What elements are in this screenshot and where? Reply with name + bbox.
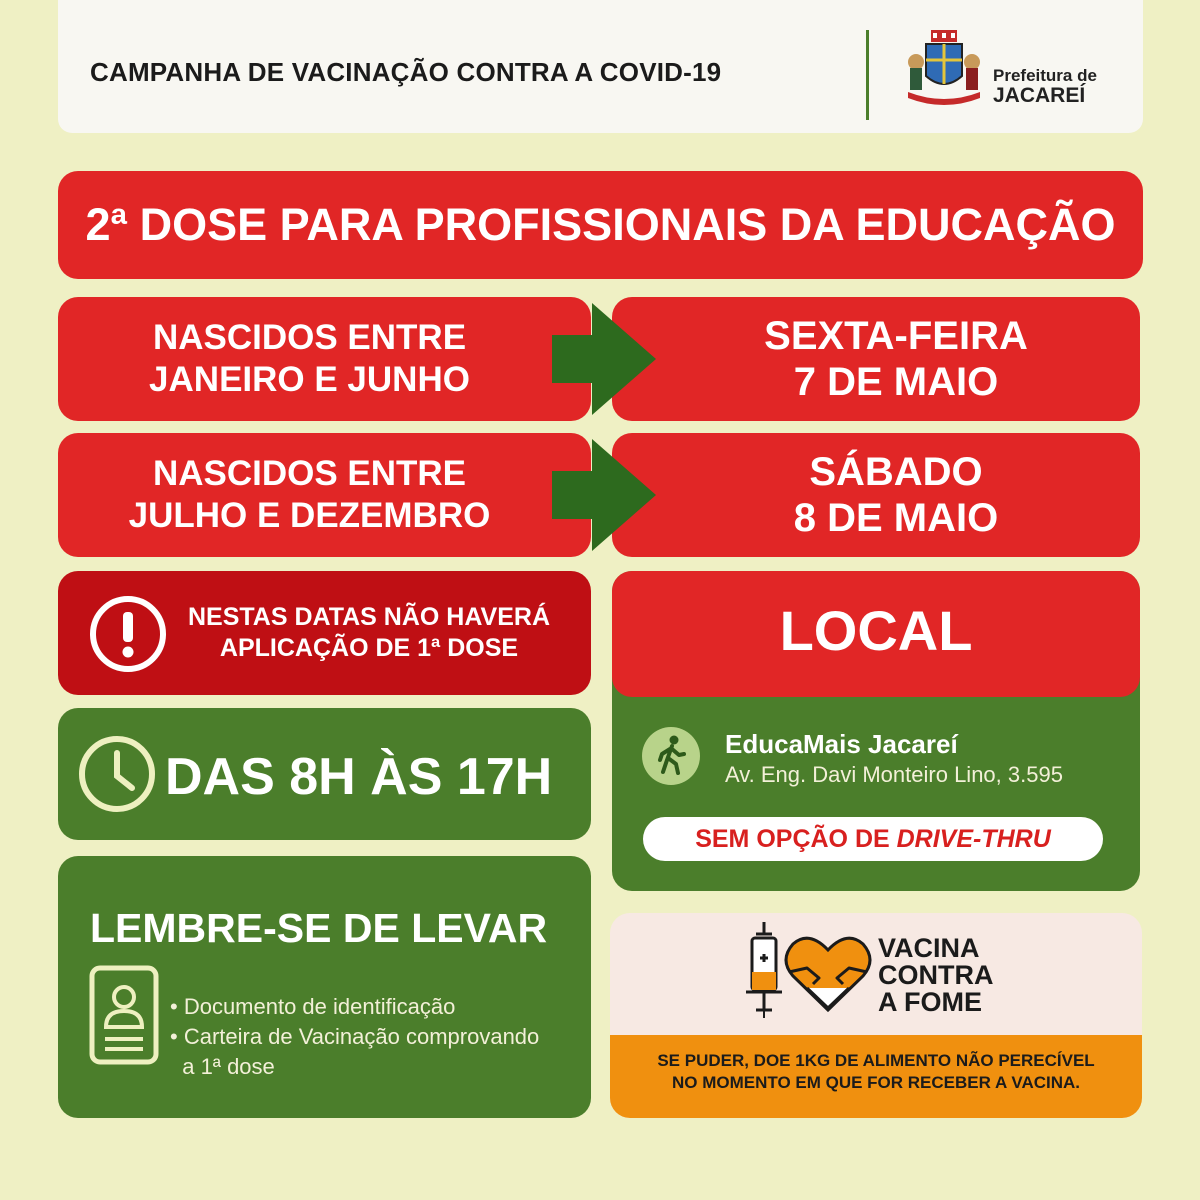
remember-list — [170, 992, 580, 1082]
list-item: a 1ª dose — [170, 1054, 275, 1079]
fome-title: VACINA CONTRA A FOME — [878, 933, 994, 1017]
warning-text: NESTAS DATAS NÃO HAVERÁ APLICAÇÃO DE 1ª DOSE — [187, 603, 551, 662]
heart-hands-icon — [783, 928, 873, 1018]
exclamation-icon — [88, 594, 168, 674]
no-drive-thru-badge — [643, 817, 1103, 861]
local-title: LOCAL — [779, 599, 973, 662]
logo-text-city: JACAREÍ — [993, 84, 1086, 107]
remember-title: LEMBRE-SE DE LEVAR — [90, 905, 548, 951]
date-2: SÁBADO 8 DE MAIO — [612, 433, 1140, 557]
dose-banner: 2ª DOSE PARA PROFISSIONAIS DA EDUCAÇÃO — [58, 171, 1143, 279]
campaign-title: CAMPANHA DE VACINAÇÃO CONTRA A COVID-19 — [90, 57, 722, 87]
born-range-2: NASCIDOS ENTRE JULHO E DEZEMBRO — [58, 433, 591, 557]
list-item: • Carteira de Vacinação comprovando — [170, 1024, 540, 1049]
walking-person-icon — [641, 726, 701, 786]
drive-prefix: SEM OPÇÃO DE — [695, 824, 897, 853]
place-address: Av. Eng. Davi Monteiro Lino, 3.595 — [725, 762, 1063, 787]
logo-text-prefeitura: Prefeitura de — [993, 66, 1097, 85]
born-range-1: NASCIDOS ENTRE JANEIRO E JUNHO — [58, 297, 591, 421]
clock-icon — [76, 733, 158, 815]
hours-text: DAS 8H ÀS 17H — [165, 748, 553, 806]
id-card-icon — [89, 965, 159, 1065]
donation-note: SE PUDER, DOE 1KG DE ALIMENTO NÃO PERECÍVEL NO MOMENTO EM QUE FOR RECEBER A VACINA. — [657, 1051, 1095, 1092]
city-seal-icon — [904, 28, 984, 106]
syringe-icon — [742, 920, 786, 1020]
drive-emphasis: DRIVE-THRU — [896, 824, 1051, 853]
arrow-right-icon — [550, 301, 660, 417]
arrow-right-icon — [550, 437, 660, 553]
date-1: SEXTA-FEIRA 7 DE MAIO — [612, 297, 1140, 421]
header-divider — [866, 30, 869, 120]
place-name: EducaMais Jacareí — [725, 729, 958, 759]
list-item: • Documento de identificação — [170, 994, 456, 1019]
